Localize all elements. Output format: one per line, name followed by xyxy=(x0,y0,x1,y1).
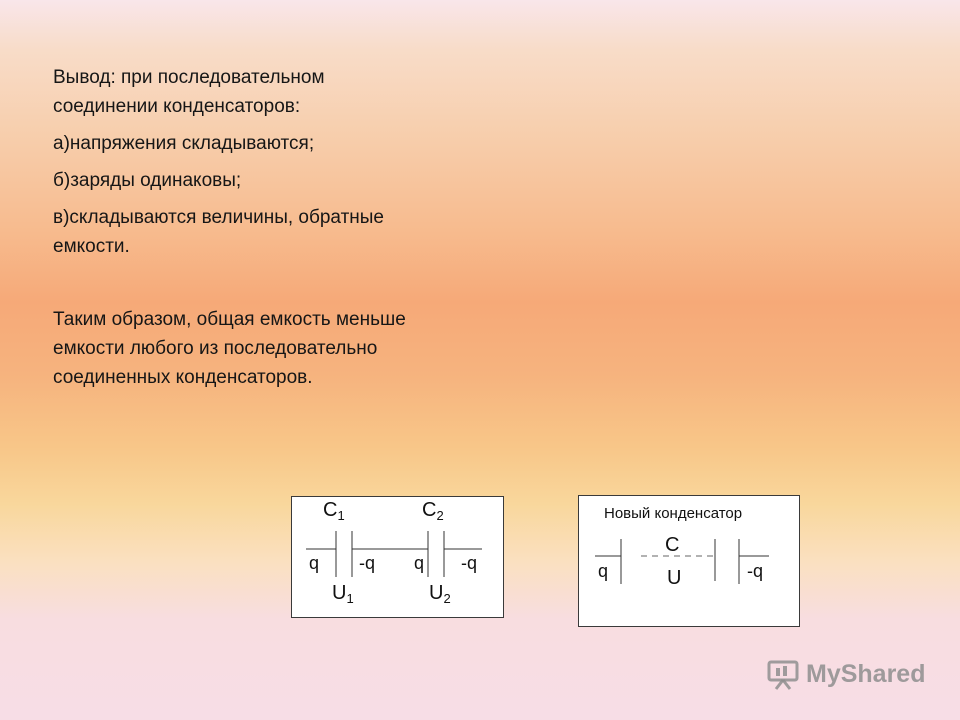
presentation-board-icon xyxy=(766,656,802,692)
summary-line-1: Таким образом, общая емкость меньше xyxy=(53,309,406,330)
item-c xyxy=(53,203,533,261)
summary-line-2: емкости любого из последовательно xyxy=(53,338,378,359)
watermark-brand: MyShared xyxy=(806,660,926,688)
voltage-u1-label: $U_1$ xyxy=(332,582,354,606)
new-capacitor-diagram xyxy=(578,495,800,627)
summary-line-3: соединенных конденсаторов. xyxy=(53,367,313,388)
capacitor-c1-label: $C_1$ xyxy=(323,499,345,523)
item-b: б)заряды одинаковы; xyxy=(53,170,242,191)
slide-text xyxy=(53,63,533,392)
item-a: а)напряжения складываются; xyxy=(53,133,315,154)
c2-charge-positive: q xyxy=(414,553,425,573)
item-c-line-1: в)складываются величины, обратные xyxy=(53,207,384,228)
c1-charge-negative: -q xyxy=(359,553,376,573)
summary xyxy=(53,305,533,392)
myshared-watermark xyxy=(766,656,926,692)
conclusion-heading xyxy=(53,63,533,121)
new-capacitor-u-label: U xyxy=(667,567,682,589)
new-capacitor-title: Новый конденсатор xyxy=(604,505,743,522)
series-capacitors-diagram xyxy=(291,496,504,618)
capacitor-c2-label: $C_2$ xyxy=(422,499,444,523)
new-capacitor-charge-positive: q xyxy=(598,561,609,581)
new-capacitor-charge-negative: -q xyxy=(747,561,764,581)
c1-charge-positive: q xyxy=(309,553,320,573)
voltage-u2-label: $U_2$ xyxy=(429,582,451,606)
c2-charge-negative: -q xyxy=(461,553,478,573)
new-capacitor-c-label: C xyxy=(665,534,680,556)
item-c-line-2: емкости. xyxy=(53,236,130,257)
conclusion-line-2: соединении конденсаторов: xyxy=(53,96,301,117)
conclusion-line-1: Вывод: при последовательном xyxy=(53,67,325,88)
